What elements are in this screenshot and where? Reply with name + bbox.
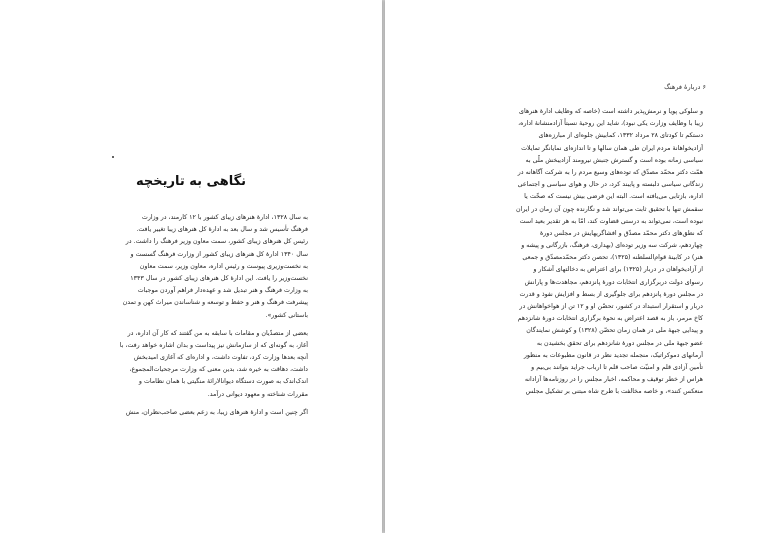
text-line: آغاز، به گونه‌ای که از سازمانش نیز پیداست و بدان اشاره خواهد رفت، با: [119, 341, 308, 349]
text-line: سال ۱۳۴۰ ادارۀ کل هنرهای زیبای کشور از وزارت فرهنگ گسست و: [130, 250, 308, 258]
text-line: دستکم تا کودتای ۲۸ مرداد ۱۳۳۲، کمابیش جلوه‌ای از مبارزه‌های: [538, 132, 703, 140]
text-line: همّت دکتر محمّد مصدّق که توده‌های وسیع مردم را به شرکت آگاهانه در: [517, 168, 703, 176]
text-line: دربار و استقرار استبداد در کشور، تحصّن او و ۱۲ تن از هواخواهانش در: [519, 303, 703, 310]
text-line: آنچه بعدها وزارت کرد، تفاوت داشت، و اداره‌ای که آغازی امیدبخش: [133, 354, 308, 362]
text-line: بعضی از متصدّیان و مقامات با سابقه به من گفتند که کار آن اداره، در: [127, 329, 308, 337]
text-line: و پیدایی جبهۀ ملی در همان زمان تحصّن (۱۳۲۸) و کوشش نمایندگان: [526, 327, 703, 335]
text-line: از آزادیخواهان در دربار (۱۳۲۵) برای اعتراض به دخالتهای آشکار و: [533, 266, 703, 274]
text-line: عضو جبهۀ ملی در مجلس دورۀ شانزدهم برای تحقق بخشیدن به: [536, 339, 703, 347]
text-line: به سال ۱۳۲۸، ادارۀ هنرهای زیبای کشور با ۱۲ کارمند، در وزارت: [141, 214, 308, 221]
text-line: داشت، دهاقت به خیره شد، بدین معنی که وزارت مرجحیات‌المجموع،: [129, 366, 308, 374]
ink-dot: [112, 156, 114, 158]
paragraph: [68, 328, 308, 401]
text-line: رسوای دولت دربرگزاری انتخابات دورۀ پانزدهم، مجاهدت‌ها و پارانش: [524, 278, 703, 286]
chapter-title: نگاهی به تاریخچه: [135, 174, 247, 189]
text-line: نخست‌وزیر را یافت. این ادارۀ کل هنرهای زیبای کشور در سال ۱۳۴۳: [130, 274, 308, 282]
text-line: به وزارت فرهنگ و هنر تبدیل شد و عهده‌دار فراهم آوردن موجبات: [137, 287, 308, 295]
text-line: زندگانی سیاسی دلبسته و پایبند کرد، در حال و هوای سیاسی و اجتماعی: [517, 181, 703, 189]
text-line: تأمین آزادی قلم و امنیّت صاحب قلم تا ارباب جراید بتوانند بی‌بیم و: [531, 363, 703, 371]
text-line: باستانی کشور».: [265, 311, 308, 319]
text-line: زیبا با وظایف وزارت یکی نبود)، شاید این روحیۀ نسبتاً آزادمنشانۀ اداره،: [518, 120, 703, 128]
right-page-body: [447, 106, 703, 399]
text-line: چهاردهم، شرکت سه وزیر توده‌ای (بهداری، فرهنگ، بازرگانی و پیشه و: [521, 242, 703, 250]
text-line: مقررات شناخته و معهود دیوانی درآمد.: [207, 390, 308, 398]
paragraph: [68, 212, 308, 322]
text-line: فرهنگ تأسیس شد و سال بعد به ادارۀ کل هنرهای زیبا تغییر یافت.: [136, 226, 308, 234]
paragraph: [68, 407, 308, 419]
left-page-body: [68, 212, 308, 419]
right-page: [385, 0, 768, 533]
text-line: اداره، بازتابی می‌یافته است. البته این فرضی بیش نیست که صحّت یا: [524, 193, 703, 201]
text-line: پیشرفت فرهنگ و هنر و حفظ و توسعه و شناساندن میراث کهن و تمدن: [122, 299, 308, 307]
paragraph: [447, 106, 703, 399]
text-line: کاخ مرمر، باز به قصد اعتراض به نحوۀ برگزاری انتخابات دورۀ شانزدهم: [517, 315, 703, 323]
text-line: سقمش تنها با تحقیق ثابت می‌تواند شد و نگارنده چون آن زمان در ایران: [516, 205, 703, 213]
text-line: آزادیخواهانۀ مردم ایران طی همان سالها و تا اندازه‌ای نمایانگر تمایلات: [521, 144, 703, 152]
text-line: اگر چنین است و ادارۀ هنرهای زیبا، به زعم بعضی صاحب‌نظران، منش: [125, 408, 308, 416]
text-line: منعکس کنند»، و خاصه مخالفت با طرح شاه مبتنی بر تشکیل مجلس: [525, 388, 703, 396]
text-line: نبوده است، نمی‌تواند به درستی قضاوت کند، امّا به هر تقدیر بعید است: [519, 217, 703, 225]
text-line: در مجلس دورۀ پانزدهم برای جلوگیری از بسط و افزایش نفوذ و قدرت: [519, 290, 703, 298]
text-line: آرمانهای دموکراتیک، منجمله تجدید نظر در قانون مطبوعات به منظور: [523, 351, 703, 359]
text-line: و سلوکی پویا و نرمش‌پذیر داشته است (خاصه که وظایف ادارۀ هنرهای: [519, 108, 703, 115]
running-head: ۶ دربارۀ فرهنگ: [664, 83, 706, 91]
text-line: هنر) در کابینۀ قوام‌السلطنه (۱۳۲۵)، تحصن دکتر محمّدمصدّق و جمعی: [522, 254, 703, 262]
text-line: که نطق‌های دکتر محمّد مصدّق و افشاگریهایش در مجلس دورۀ: [539, 229, 703, 237]
text-line: هراس از خطر توقیف و محاکمه، اخبار مجلس را در روزنامه‌ها آزادانه: [524, 376, 703, 384]
text-line: به نخست‌وزیری پیوست و رئیس اداره، معاون وزیر، سمت معاون: [139, 262, 308, 270]
text-line: اندک‌اندک به صورت دستگاه دیوانالارائۀ منگیتی با همان نظامات و: [138, 378, 308, 386]
left-page: [0, 0, 382, 533]
text-line: سیاسی زمانه بوده است و گسترش جنبش نیرومند آزادیبخش ملّی به: [525, 156, 703, 164]
text-line: رئیس کل هنرهای زیبای کشور، سمت معاون وزیر فرهنگ را داشت. در: [125, 238, 308, 246]
